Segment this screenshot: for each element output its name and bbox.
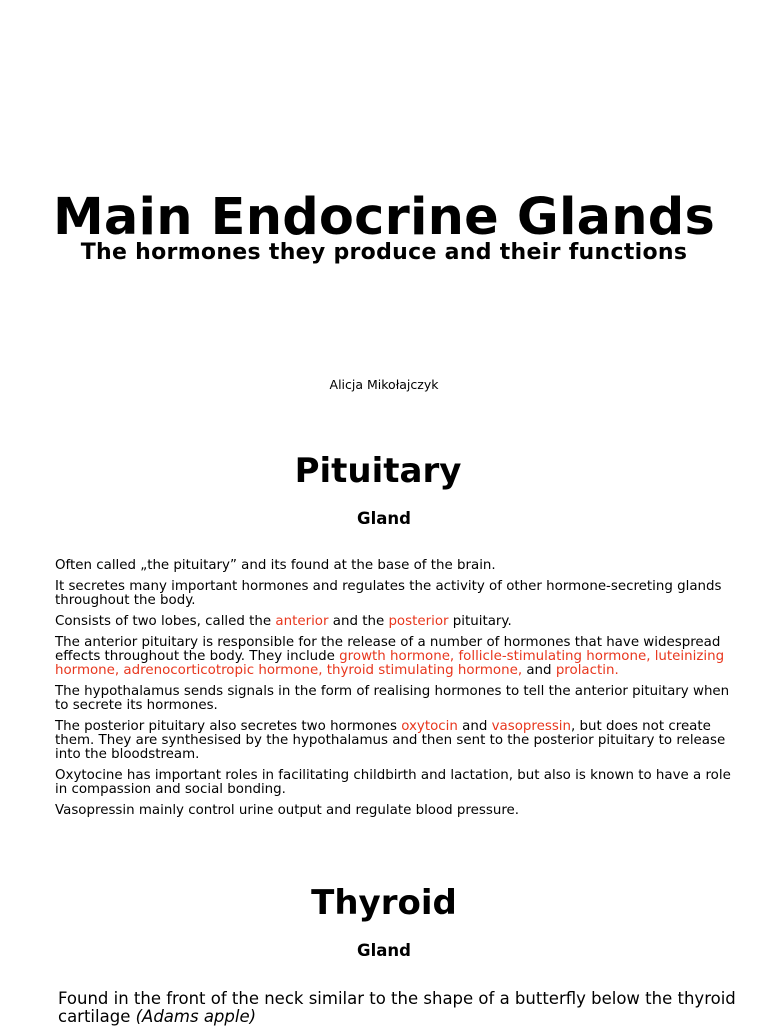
pituitary-paragraph-4 — [55, 636, 745, 678]
posterior-highlight: posterior — [388, 614, 449, 629]
thyroid-heading: Thyroid — [311, 883, 457, 923]
thyroid-paragraph-1 — [58, 990, 738, 1026]
adams-apple-italic: (Adams apple) — [135, 1007, 257, 1026]
subtitle: The hormones they produce and their functions — [80, 240, 688, 265]
text-span: Consists of two lobes, called the — [55, 614, 276, 629]
hormones-highlight: growth hormone, follicle-stimulating hormone, luteinizing hormone, adrenocorticotropic hormone, thyroid stimulating hormone, — [55, 649, 725, 678]
pituitary-paragraph-8: Vasopressin mainly control urine output and regulate blood pressure. — [55, 803, 520, 818]
thyroid-subheading: Gland — [357, 941, 411, 960]
text-span: Found in the front of the neck similar to the shape of a butterfly below the thyroid cartilage — [58, 989, 736, 1026]
pituitary-heading: Pituitary — [294, 451, 462, 491]
anterior-highlight: anterior — [275, 614, 329, 629]
author: Alicja Mikołajczyk — [329, 377, 439, 392]
main-title: Main Endocrine Glands — [52, 188, 716, 247]
pituitary-paragraph-2: It secretes many important hormones and regulates the activity of other hormone-secreting glands throughout the body. — [55, 579, 722, 608]
pituitary-paragraph-6 — [55, 720, 745, 762]
pituitary-body — [55, 559, 745, 825]
text-span: pituitary. — [448, 614, 512, 629]
text-span: The posterior pituitary also secretes two hormones — [55, 719, 402, 734]
vasopressin-highlight: vasopressin — [491, 719, 572, 734]
thyroid-body — [58, 990, 738, 1026]
pituitary-paragraph-3 — [55, 615, 745, 629]
text-span: and — [457, 719, 492, 734]
pituitary-paragraph-5: The hypothalamus sends signals in the form of realising hormones to tell the anterior pituitary when to secrete its hormones. — [55, 684, 730, 713]
prolactin-highlight: prolactin. — [555, 663, 619, 678]
pituitary-paragraph-7: Oxytocine has important roles in facilitating childbirth and lactation, but also is known to have a role in compassion and social bonding. — [55, 768, 731, 797]
text-span: , but does not create them. They are synthesised by the hypothalamus and then sent to the posterior pituitary to release into the bloodstream. — [55, 719, 726, 762]
text-span: and the — [328, 614, 389, 629]
text-span: The anterior pituitary is responsible for the release of a number of hormones that have widespread effects throughout the body. They include — [55, 635, 721, 664]
pituitary-paragraph-1: Often called „the pituitary” and its found at the base of the brain. — [55, 558, 496, 573]
pituitary-subheading: Gland — [357, 509, 411, 528]
text-span: and — [522, 663, 556, 678]
oxytocin-highlight: oxytocin — [401, 719, 458, 734]
